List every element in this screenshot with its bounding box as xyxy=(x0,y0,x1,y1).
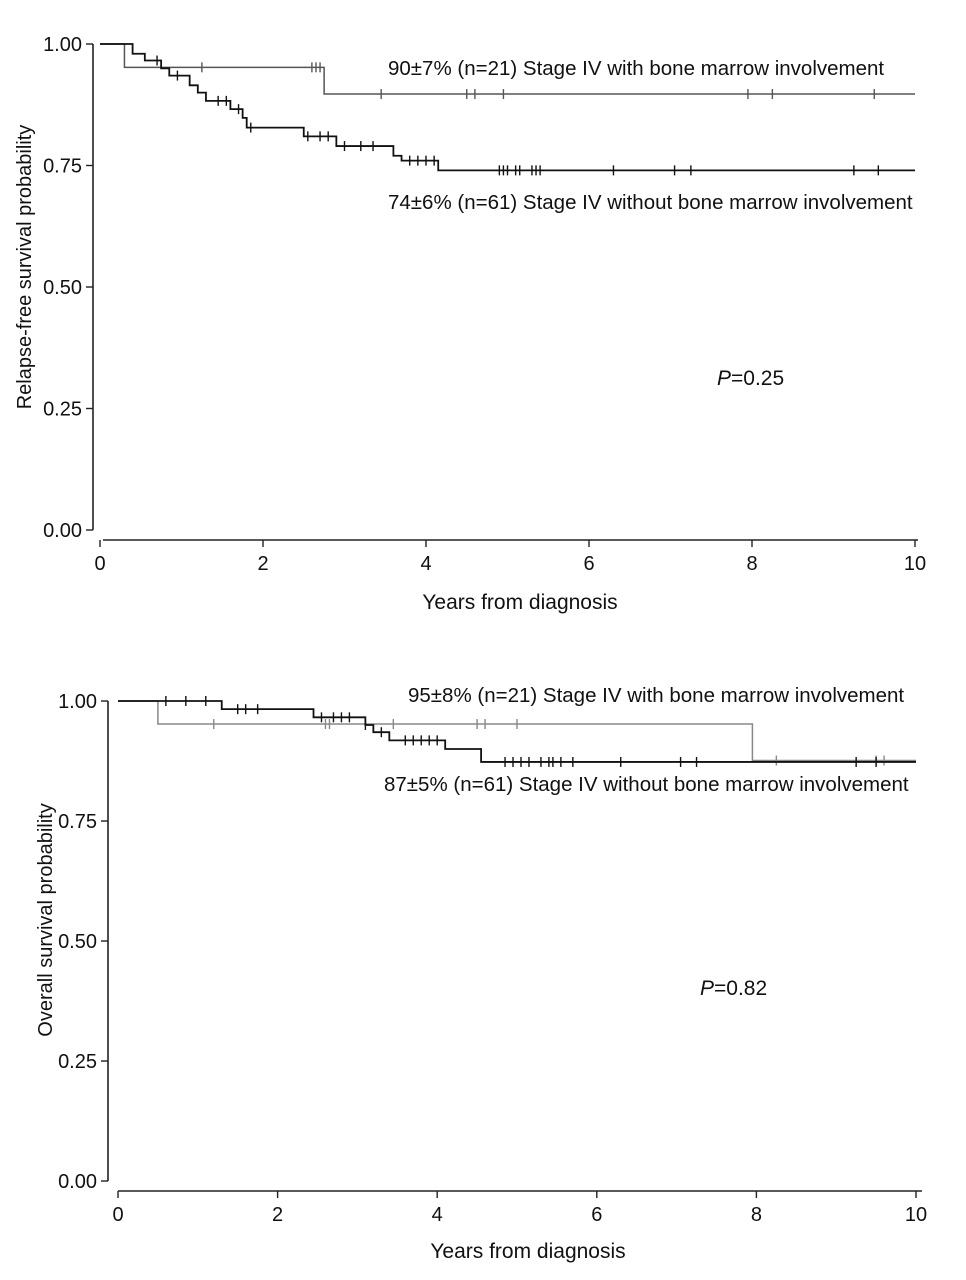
series-label: 87±5% (n=61) Stage IV without bone marrow involvement xyxy=(384,773,909,796)
y-tick-label: 0.00 xyxy=(43,520,82,542)
x-tick-label: 4 xyxy=(420,553,432,575)
y-tick-label: 0.75 xyxy=(43,155,82,178)
p-value-prefix: P xyxy=(717,367,732,390)
x-axis-label: Years from diagnosis xyxy=(422,591,618,614)
y-tick-label: 1.00 xyxy=(43,34,82,56)
y-axis-label: Relapse-free survival probability xyxy=(14,124,36,410)
x-tick-label: 2 xyxy=(272,1204,284,1226)
p-value xyxy=(700,977,767,1000)
series-label: 74±6% (n=61) Stage IV without bone marrow involvement xyxy=(388,191,913,214)
x-tick-label: 4 xyxy=(431,1204,443,1226)
y-ticks xyxy=(58,691,108,1193)
y-tick-label: 0.25 xyxy=(43,398,82,421)
x-tick-label: 6 xyxy=(591,1204,603,1226)
y-tick-label: 0.50 xyxy=(58,931,97,953)
x-tick-label: 8 xyxy=(746,553,758,575)
x-ticks xyxy=(94,540,926,575)
y-tick-label: 1.00 xyxy=(58,691,97,713)
y-ticks xyxy=(43,34,93,542)
x-tick-label: 2 xyxy=(257,553,269,575)
x-tick-label: 10 xyxy=(903,553,927,575)
y-tick-label: 0.25 xyxy=(58,1051,97,1073)
series-label: 90±7% (n=21) Stage IV with bone marrow involvement xyxy=(388,57,885,80)
y-tick-label: 0.00 xyxy=(58,1171,97,1193)
p-value-text: =0.25 xyxy=(731,367,785,390)
y-axis-label: Overall survival probability xyxy=(35,803,57,1037)
overall-survival-chart xyxy=(35,684,927,1263)
y-tick-label: 0.75 xyxy=(58,811,97,833)
x-ticks xyxy=(112,1191,927,1226)
x-tick-label: 10 xyxy=(904,1204,928,1226)
x-tick-label: 0 xyxy=(94,553,106,575)
x-tick-label: 0 xyxy=(112,1204,124,1226)
x-tick-label: 8 xyxy=(750,1204,762,1226)
p-value-prefix: P xyxy=(700,977,715,1000)
p-value-text: =0.82 xyxy=(714,977,768,1000)
p-value xyxy=(717,367,784,390)
series-label: 95±8% (n=21) Stage IV with bone marrow involvement xyxy=(408,684,905,707)
relapse-free-chart xyxy=(14,34,926,614)
y-tick-label: 0.50 xyxy=(43,277,82,299)
x-axis-label: Years from diagnosis xyxy=(430,1240,626,1263)
x-tick-label: 6 xyxy=(583,553,595,575)
